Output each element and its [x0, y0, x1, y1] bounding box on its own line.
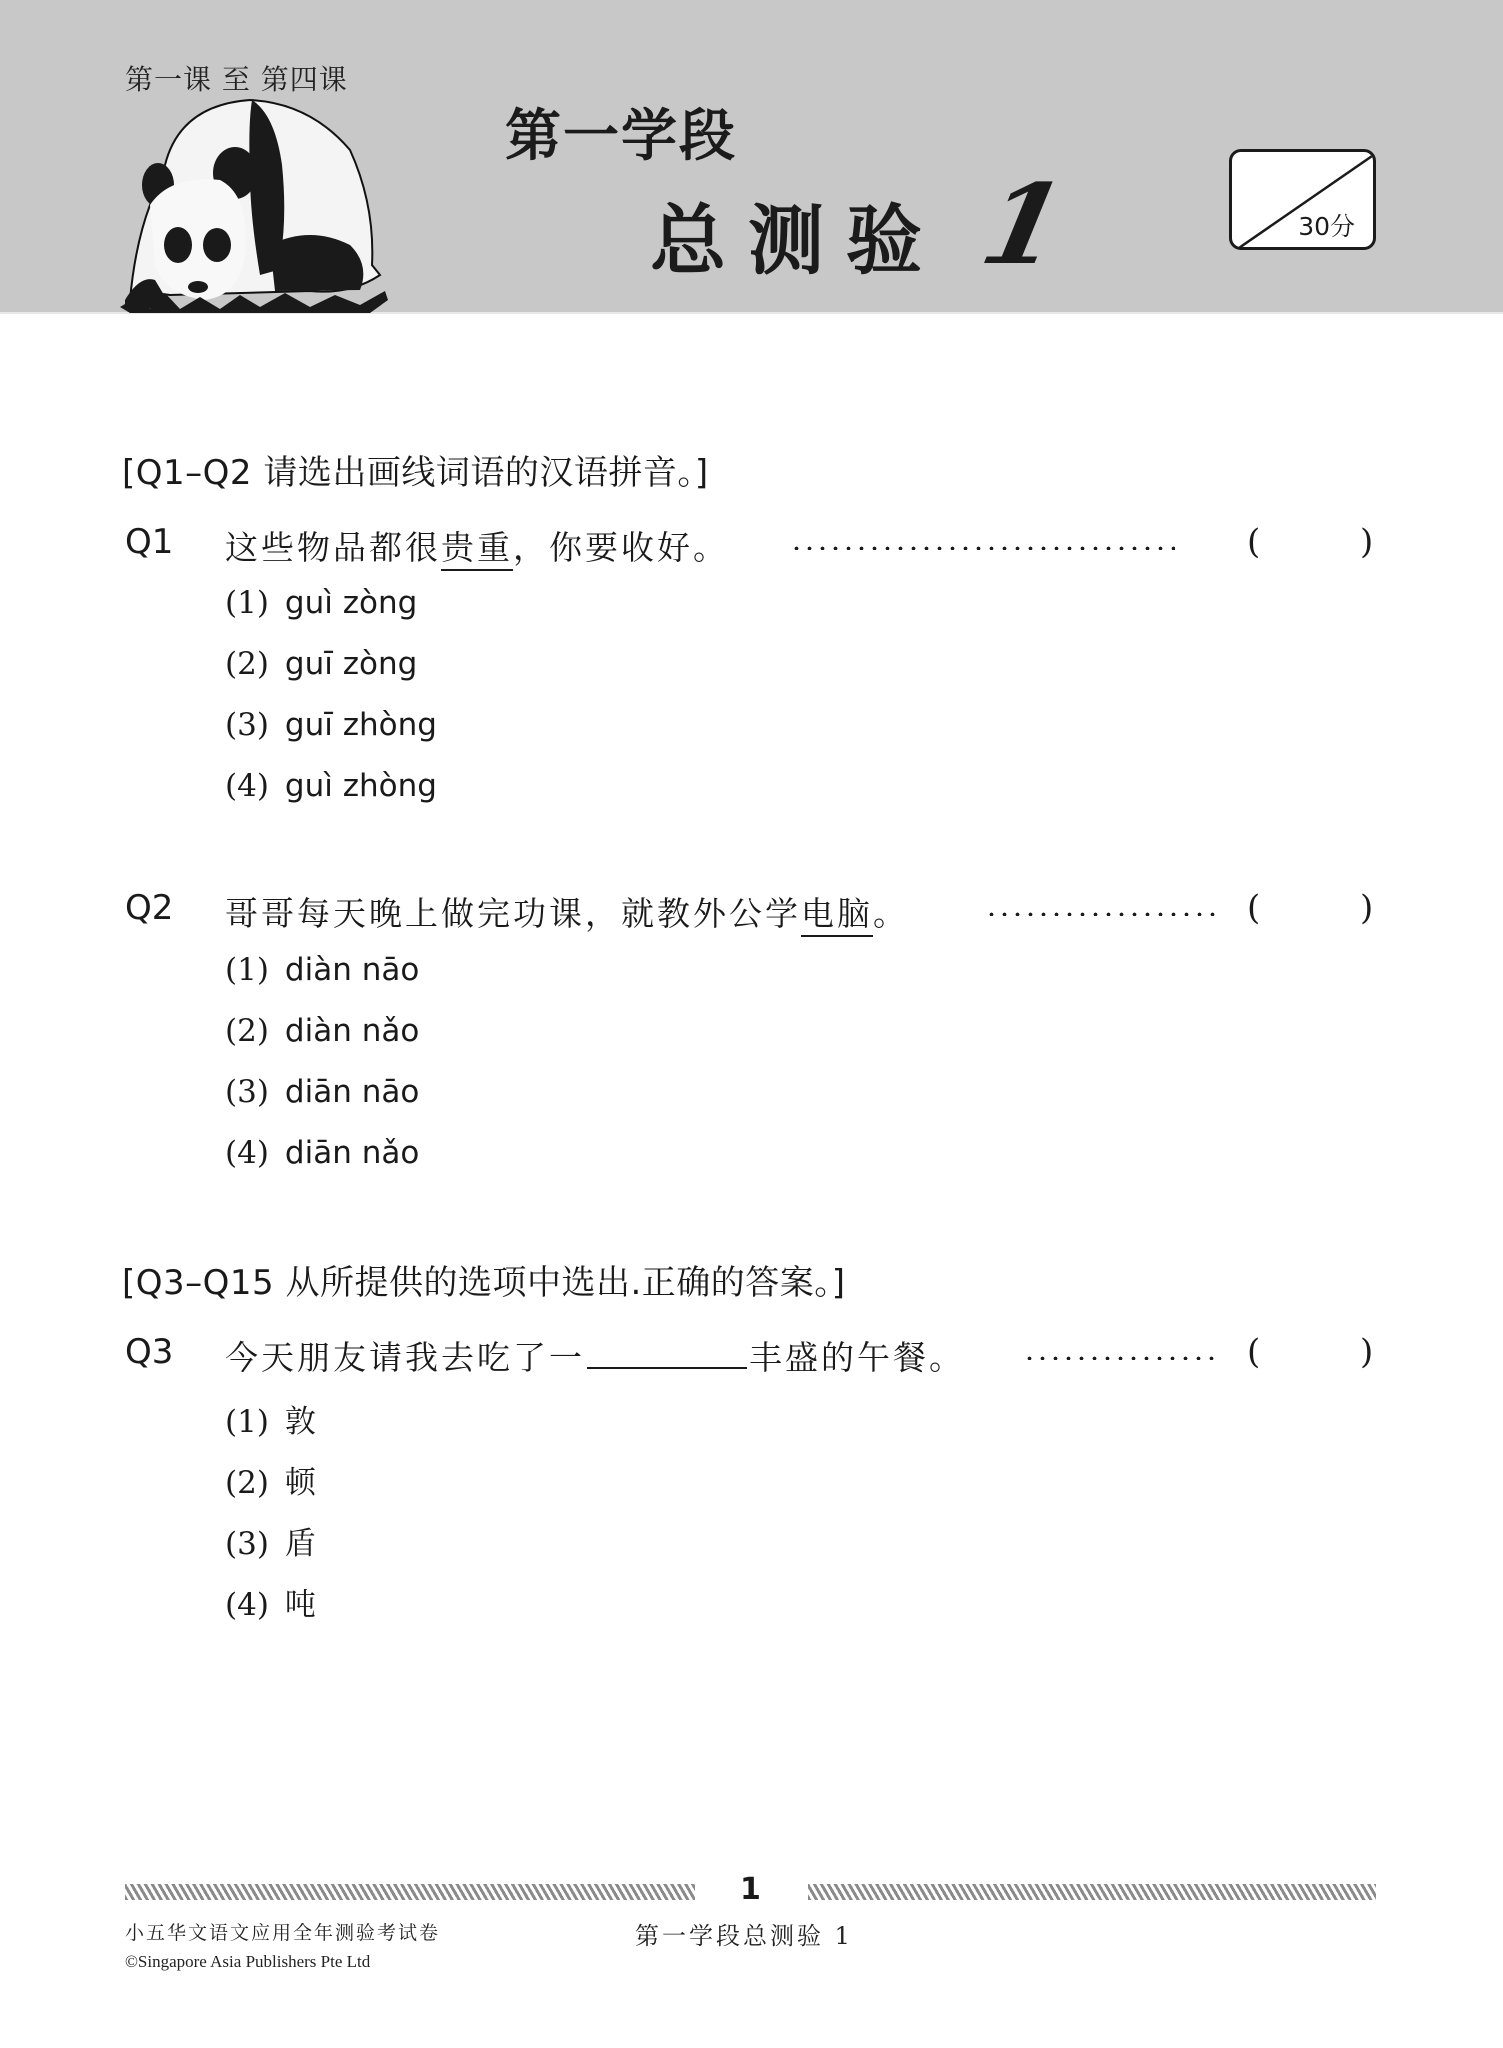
option-number: (4)	[225, 1587, 269, 1623]
option-q1-3[interactable]	[225, 707, 437, 751]
text-before: 这些物品都很	[225, 528, 441, 567]
footer-hatch-right	[808, 1884, 1376, 1900]
option-text: 顿	[284, 1465, 316, 1501]
option-q3-1[interactable]	[225, 1396, 316, 1440]
question-text	[225, 522, 729, 569]
question-q3	[125, 1332, 1385, 1382]
answer-bracket-close: )	[1360, 1332, 1374, 1372]
option-text: guī zhòng	[284, 707, 437, 743]
title-line1: 第一学段	[505, 104, 737, 169]
option-text: 敦	[284, 1404, 316, 1440]
option-q3-4[interactable]	[225, 1579, 316, 1623]
answer-bracket-open: (	[1247, 888, 1261, 928]
question-number: Q3	[125, 1332, 174, 1372]
question-q2	[125, 888, 1385, 938]
option-text: diān nǎo	[284, 1135, 420, 1171]
score-total-label: 30分	[1298, 212, 1355, 241]
fill-in-blank[interactable]	[587, 1339, 747, 1369]
section-label: 第一学段总测验 1	[635, 1922, 853, 1950]
option-number: (4)	[225, 768, 269, 804]
question-number: Q1	[125, 522, 174, 562]
answer-bracket-open: (	[1247, 522, 1261, 562]
title-line2: 总测验	[650, 196, 944, 285]
option-number: (1)	[225, 1404, 269, 1440]
option-number: (2)	[225, 1465, 269, 1501]
option-q2-2[interactable]	[225, 1013, 419, 1057]
option-q2-4[interactable]	[225, 1135, 419, 1179]
section-instruction-q1-q2: [Q1–Q2 请选出画线词语的汉语拼音。]	[122, 453, 709, 493]
answer-field-q3[interactable]	[1275, 1332, 1355, 1376]
title-number: 1	[971, 160, 1076, 289]
answer-field-q1[interactable]	[1275, 522, 1355, 566]
option-q1-1[interactable]	[225, 585, 417, 629]
question-q1	[125, 522, 1385, 572]
copyright: ©Singapore Asia Publishers Pte Ltd	[125, 1952, 371, 1971]
option-number: (4)	[225, 1135, 269, 1171]
option-text: 盾	[284, 1526, 316, 1562]
answer-bracket-close: )	[1360, 888, 1374, 928]
option-text: guī zòng	[284, 646, 418, 682]
option-number: (3)	[225, 1526, 269, 1562]
question-text	[225, 1332, 965, 1379]
page-number: 1	[740, 1872, 761, 1907]
option-number: (3)	[225, 1074, 269, 1110]
text-before: 今天朋友请我去吃了一	[225, 1338, 585, 1377]
option-q2-3[interactable]	[225, 1074, 419, 1118]
score-box[interactable]	[1229, 149, 1376, 250]
option-q2-1[interactable]	[225, 952, 419, 996]
text-after: 。	[873, 894, 909, 933]
option-q3-2[interactable]	[225, 1457, 316, 1501]
text-after: ，你要收好。	[513, 528, 729, 567]
underlined-word: 电脑	[801, 894, 873, 937]
option-text: diàn nǎo	[284, 1013, 420, 1049]
dotted-leader	[790, 546, 1175, 550]
option-q1-2[interactable]	[225, 646, 417, 690]
option-q3-3[interactable]	[225, 1518, 316, 1562]
text-after: 丰盛的午餐。	[749, 1338, 965, 1377]
option-number: (1)	[225, 585, 269, 621]
underlined-word: 贵重	[441, 528, 513, 571]
answer-bracket-open: (	[1247, 1332, 1261, 1372]
panda-illustration-icon	[110, 95, 410, 315]
section-instruction-q3-q15: [Q3–Q15 从所提供的选项中选出.正确的答案。]	[122, 1263, 846, 1303]
text-before: 哥哥每天晚上做完功课，就教外公学	[225, 894, 801, 933]
option-text: diàn nāo	[284, 952, 420, 988]
dotted-leader	[985, 912, 1215, 916]
option-text: diān nāo	[284, 1074, 420, 1110]
question-text	[225, 888, 909, 935]
option-text: guì zhòng	[284, 768, 437, 804]
footer-hatch-left	[125, 1884, 695, 1900]
answer-bracket-close: )	[1360, 522, 1374, 562]
question-number: Q2	[125, 888, 174, 928]
header-band	[0, 0, 1503, 314]
lesson-range: 第一课 至 第四课	[125, 63, 348, 96]
dotted-leader	[1023, 1356, 1215, 1360]
option-text: guì zòng	[284, 585, 418, 621]
option-number: (3)	[225, 707, 269, 743]
option-text: 吨	[284, 1587, 316, 1623]
option-number: (2)	[225, 646, 269, 682]
answer-field-q2[interactable]	[1275, 888, 1355, 932]
option-number: (1)	[225, 952, 269, 988]
option-number: (2)	[225, 1013, 269, 1049]
option-q1-4[interactable]	[225, 768, 437, 812]
book-title: 小五华文语文应用全年测验考试卷	[125, 1922, 441, 1944]
